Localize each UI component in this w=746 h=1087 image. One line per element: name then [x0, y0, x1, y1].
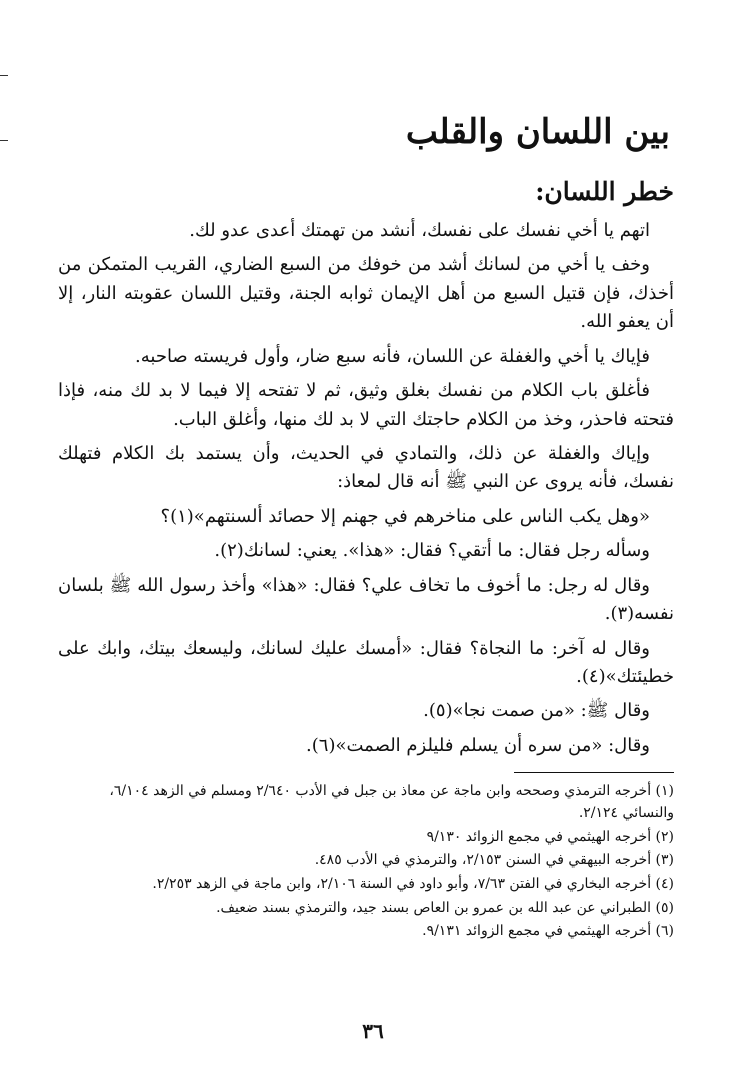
footnote-6: (٦) أخرجه الهيثمي في مجمع الزوائد ٩/١٣١.: [422, 923, 674, 940]
quote-line-4: وقال: «من سره أن يسلم فليلزم الصمت»(٦).: [306, 734, 650, 756]
quote-line-2: وسأله رجل فقال: ما أتقي؟ فقال: «هذا». يعني: لسانك(٢).: [214, 540, 650, 562]
footnote-2: (٢) أخرجه الهيثمي في مجمع الزوائد ٩/١٣٠: [426, 828, 674, 845]
page-edge-mark-bottom: [0, 140, 8, 141]
footnote-4: (٤) أخرجه البخاري في الفتن ٧/٦٣، وأبو داود في السنة ٢/١٠٦، وابن ماجة في الزهد ٢/٢٥٣.: [152, 876, 674, 893]
footnote-divider: [514, 772, 674, 773]
footnotes: [58, 781, 674, 943]
chapter-title: بين اللسان والقلب: [405, 112, 670, 152]
document-page: [58, 110, 674, 945]
footnote-3: (٣) أخرجه البيهقي في السنن ٢/١٥٣، والترمذي في الأدب ٤٨٥.: [314, 852, 674, 869]
paragraph-3: فإياك يا أخي والغفلة عن اللسان، فأنه سبع ضار، وأول فريسته صاحبه.: [135, 345, 650, 367]
paragraph-1: اتهم يا أخي نفسك على نفسك، أنشد من تهمتك أعدى عدو لك.: [189, 219, 650, 241]
quote-line-3: وقال ﷺ: «من صمت نجا»(٥).: [423, 700, 650, 722]
paragraph-6: وقال له رجل: ما أخوف ما تخاف علي؟ فقال: «هذا» وأخذ رسول الله ﷺ بلسان نفسه(٣).: [58, 574, 674, 625]
page-edge-mark-top: [0, 75, 8, 76]
paragraph-5: وإياك والغفلة عن ذلك، والتمادي في الحديث، وأن يستمد بك الكلام فتهلك نفسك، فأنه يروى عن النبي ﷺ أنه قال لمعاذ:: [58, 442, 674, 493]
quote-line-1: «وهل يكب الناس على مناخرهم في جهنم إلا حصائد ألسنتهم»(١)؟: [160, 505, 650, 527]
footnote-1: (١) أخرجه الترمذي وصححه وابن ماجة عن معاذ بن جبل في الأدب ٢/٦٤٠ ومسلم في الزهد ٦/١٠٤، والنسائي ٢/١٢٤.: [109, 783, 674, 822]
footnote-5: (٥) الطبراني عن عبد الله بن عمرو بن العاص بسند جيد، والترمذي بسند ضعيف.: [216, 899, 674, 916]
paragraph-2: وخف يا أخي من لسانك أشد من خوفك من السبع الضاري، القريب المتمكن من أخذك، فإن قتيل السبع من أهل الإيمان ثوابه الجنة، وقتيل اللسان عقوبته النار، إلا أن يعفو الله.: [58, 254, 674, 333]
page-number: ٣٦: [362, 1019, 384, 1043]
paragraph-4: فأغلق باب الكلام من نفسك بغلق وثيق، ثم لا تفتحه إلا فيما لا بد لك منه، فإذا فتحته فاحذر، وخذ من الكلام حاجتك التي لا بد لك منها، وأغلق الباب.: [58, 380, 674, 430]
paragraph-7: وقال له آخر: ما النجاة؟ فقال: «أمسك عليك لسانك، وليسعك بيتك، وابك على خطيئتك»(٤).: [58, 637, 674, 688]
section-heading: خطر اللسان:: [535, 176, 674, 206]
